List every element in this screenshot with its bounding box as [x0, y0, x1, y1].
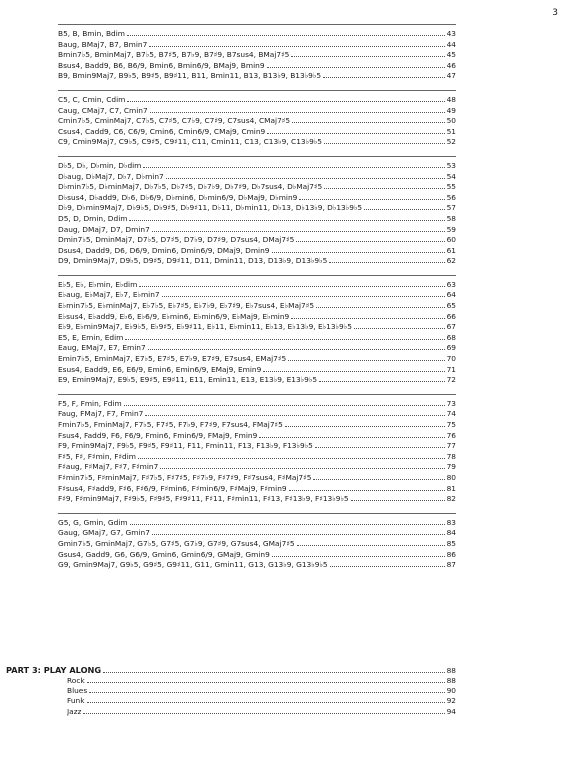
- toc-entry-label: Gaug, GMaj7, G7, Gmin7: [58, 528, 150, 538]
- toc-entry-page: 43: [446, 29, 456, 38]
- dot-leader: [267, 132, 444, 134]
- dot-leader: [103, 671, 444, 673]
- toc-entry-page: 75: [446, 420, 456, 429]
- toc-entry-page: 87: [446, 560, 456, 570]
- toc-entry[interactable]: [58, 375, 456, 386]
- part-3-item-page: 94: [446, 706, 456, 716]
- dot-leader: [89, 691, 444, 693]
- toc-entry-label: Fsus4, Fadd9, F6, F6/9, Fmin6, Fmin6/9, FMaj9, Fmin9: [58, 430, 258, 440]
- toc-entry-label: Gsus4, Gadd9, G6, G6/9, Gmin6, Gmin6/9, GMaj9, Gmin9: [58, 549, 270, 559]
- toc-entry-page: 77: [446, 441, 456, 451]
- dot-leader: [324, 187, 444, 189]
- dot-leader: [150, 111, 445, 113]
- toc-entry-label: F♯min7♭5, F♯minMaj7, F♯7♭5, F♯7♯5, F♯7♭9, F♯7♯9, F♯7sus4, F♯Maj7♯5: [58, 472, 312, 482]
- dot-leader: [288, 359, 444, 361]
- dot-leader: [272, 555, 445, 557]
- toc-entry[interactable]: [58, 550, 456, 561]
- toc-entry[interactable]: [58, 494, 456, 505]
- toc-entry-page: 48: [446, 94, 456, 104]
- dot-leader: [259, 436, 444, 438]
- toc-entry-label: Csus4, Cadd9, C6, C6/9, Cmin6, Cmin6/9, CMaj9, Cmin9: [58, 126, 266, 136]
- toc-entry[interactable]: [58, 172, 456, 183]
- toc-entry-label: F9, Fmin9Maj7, F9♭5, F9♯5, F9♯11, F11, Fmin11, F13, F13♭9, F13♭9♭5: [58, 441, 313, 451]
- toc-entry[interactable]: [58, 280, 456, 291]
- dot-leader: [313, 478, 444, 480]
- toc-entry[interactable]: [58, 518, 456, 529]
- toc-entry-label: E♭5, E♭, E♭min, E♭dim: [58, 279, 138, 289]
- toc-entry[interactable]: [58, 203, 456, 214]
- toc-entry-label: Dmin7♭5, DminMaj7, D7♭5, D7♯5, D7♭9, D7♯9, D7sus4, DMaj7♯5: [58, 235, 295, 245]
- toc-entry[interactable]: [58, 29, 456, 40]
- toc-entry-label: B5, B, Bmin, Bdim: [58, 29, 125, 38]
- dot-leader: [267, 66, 445, 68]
- part-3-item[interactable]: [67, 676, 456, 686]
- dot-leader: [129, 219, 444, 221]
- toc-entry[interactable]: [58, 399, 456, 410]
- toc-entry[interactable]: [58, 246, 456, 257]
- toc-entry-page: 44: [446, 39, 456, 49]
- toc-entry[interactable]: [58, 137, 456, 148]
- toc-entry[interactable]: [58, 409, 456, 420]
- toc-entry-page: 47: [446, 71, 456, 81]
- toc-entry-page: 46: [446, 60, 456, 70]
- toc-entry-label: E9, Emin9Maj7, E9♭5, E9♯5, E9♯11, E11, Emin11, E13, E13♭9, E13♭9♭5: [58, 375, 318, 385]
- toc-entry[interactable]: [58, 354, 456, 365]
- dot-leader: [166, 177, 445, 179]
- toc-entry-page: 72: [446, 375, 456, 385]
- toc-entry-page: 65: [446, 301, 456, 311]
- dot-leader: [87, 701, 445, 703]
- toc-entry-page: 57: [446, 203, 456, 213]
- dot-leader: [316, 306, 445, 308]
- toc-entry-label: Emin7♭5, EminMaj7, E7♭5, E7♯5, E7♭9, E7♯9, E7sus4, EMaj7♯5: [58, 354, 287, 364]
- toc-chord-list: [58, 24, 456, 579]
- toc-entry-label: F♯5, F♯, F♯min, F♯dim: [58, 451, 136, 461]
- toc-entry-label: F♯sus4, F♯add9, F♯6, F♯6/9, F♯min6, F♯min6/9, F♯Maj9, F♯min9: [58, 483, 287, 493]
- toc-entry[interactable]: [58, 333, 456, 344]
- part-3-item[interactable]: [67, 686, 456, 696]
- toc-entry[interactable]: [58, 182, 456, 193]
- toc-entry-page: 83: [446, 517, 456, 527]
- part-3-item-label: Blues: [67, 686, 88, 696]
- toc-entry[interactable]: [58, 431, 456, 442]
- toc-entry-label: E♭aug, E♭Maj7, E♭7, E♭min7: [58, 290, 160, 300]
- toc-group: [58, 275, 456, 386]
- toc-entry-page: 58: [446, 213, 456, 223]
- toc-entry[interactable]: [58, 365, 456, 376]
- part-3-item[interactable]: [67, 696, 456, 706]
- dot-leader: [130, 523, 445, 525]
- dot-leader: [297, 544, 445, 546]
- toc-entry[interactable]: [58, 484, 456, 495]
- toc-entry-label: G9, Gmin9Maj7, G9♭5, G9♯5, G9♯11, G11, Gmin11, G13, G13♭9, G13♭9♭5: [58, 560, 328, 570]
- toc-entry-page: 61: [446, 245, 456, 255]
- toc-entry-label: Baug, BMaj7, B7, Bmin7: [58, 39, 148, 49]
- toc-entry[interactable]: [58, 528, 456, 539]
- toc-entry[interactable]: [58, 127, 456, 138]
- part-3-title: PART 3: PLAY ALONG: [6, 665, 102, 675]
- toc-entry[interactable]: [58, 193, 456, 204]
- dot-leader: [330, 565, 445, 567]
- dot-leader: [160, 467, 444, 469]
- part-3-item-label: Jazz: [67, 706, 82, 716]
- toc-entry-label: Caug, CMaj7, C7, Cmin7: [58, 105, 148, 115]
- toc-entry-page: 73: [446, 398, 456, 408]
- dot-leader: [83, 712, 444, 714]
- dot-leader: [351, 499, 445, 501]
- toc-entry-page: 59: [446, 224, 456, 234]
- toc-entry-label: Gmin7♭5, GminMaj7, G7♭5, G7♯5, G7♭9, G7♯9, G7sus4, GMaj7♯5: [58, 538, 295, 548]
- dot-leader: [323, 76, 445, 78]
- toc-entry-label: Faug, FMaj7, F7, Fmin7: [58, 409, 144, 419]
- toc-entry-label: D5, D, Dmin, Ddim: [58, 213, 128, 223]
- toc-entry-page: 66: [446, 311, 456, 321]
- dot-leader: [145, 414, 444, 416]
- part-3-items: [6, 676, 456, 717]
- dot-leader: [354, 327, 445, 329]
- dot-leader: [143, 166, 444, 168]
- toc-entry[interactable]: [58, 462, 456, 473]
- toc-entry[interactable]: [58, 441, 456, 452]
- toc-entry-page: 52: [446, 137, 456, 147]
- toc-entry-label: C5, C, Cmin, Cdim: [58, 94, 126, 104]
- toc-entry-page: 71: [446, 364, 456, 374]
- dot-leader: [272, 251, 445, 253]
- toc-entry-label: Bmin7♭5, BminMaj7, B7♭5, B7♯5, B7♭9, B7♯9, B7sus4, BMaj7♯5: [58, 50, 290, 60]
- toc-entry[interactable]: [58, 95, 456, 106]
- toc-entry-label: Dsus4, Dadd9, D6, D6/9, Dmin6, Dmin6/9, DMaj9, Dmin9: [58, 245, 270, 255]
- toc-entry-page: 85: [446, 538, 456, 548]
- toc-entry-page: 63: [446, 279, 456, 289]
- toc-entry-label: Daug, DMaj7, D7, Dmin7: [58, 224, 150, 234]
- dot-leader: [299, 198, 444, 200]
- toc-entry-page: 49: [446, 105, 456, 115]
- toc-entry-label: E5, E, Emin, Edim: [58, 332, 124, 342]
- toc-entry[interactable]: [58, 301, 456, 312]
- toc-entry-label: D9, Dmin9Maj7, D9♭5, D9♯5, D9♯11, D11, Dmin11, D13, D13♭9, D13♭9♭5: [58, 256, 328, 266]
- dot-leader: [152, 230, 445, 232]
- toc-entry-page: 69: [446, 343, 456, 353]
- toc-group: [58, 24, 456, 82]
- toc-group: [58, 394, 456, 505]
- toc-entry-page: 62: [446, 256, 456, 266]
- toc-entry-label: D♭min7♭5, D♭minMaj7, D♭7♭5, D♭7♯5, D♭7♭9, D♭7♯9, D♭7sus4, D♭Maj7♯5: [58, 182, 323, 192]
- toc-entry-page: 74: [446, 409, 456, 419]
- dot-leader: [285, 425, 445, 427]
- toc-entry-label: Fmin7♭5, FminMaj7, F7♭5, F7♯5, F7♭9, F7♯9, F7sus4, FMaj7♯5: [58, 420, 283, 429]
- toc-entry-page: 68: [446, 332, 456, 342]
- toc-entry-page: 70: [446, 354, 456, 364]
- part-3-item-page: 92: [446, 696, 456, 706]
- toc-entry-label: D♭9, D♭min9Maj7, D♭9♭5, D♭9♯5, D♭9♯11, D♭11, D♭min11, D♭13, D♭13♭9, D♭13♭9♭5: [58, 203, 363, 213]
- dot-leader: [127, 100, 444, 102]
- toc-entry-label: D♭5, D♭, D♭min, D♭dim: [58, 160, 142, 170]
- toc-entry[interactable]: [58, 312, 456, 323]
- toc-entry[interactable]: [58, 322, 456, 333]
- toc-entry-label: F♯aug, F♯Maj7, F♯7, F♯min7: [58, 462, 159, 472]
- toc-entry[interactable]: [58, 61, 456, 72]
- part-3-item-page: 88: [446, 676, 456, 685]
- toc-entry-page: 53: [446, 160, 456, 170]
- dot-leader: [292, 121, 445, 123]
- toc-entry-label: Cmin7♭5, CminMaj7, C7♭5, C7♯5, C7♭9, C7♯9, C7sus4, CMaj7♯5: [58, 116, 291, 126]
- toc-entry[interactable]: [58, 343, 456, 354]
- toc-entry-page: 79: [446, 462, 456, 472]
- dot-leader: [291, 317, 444, 319]
- toc-entry[interactable]: [58, 539, 456, 550]
- dot-leader: [319, 380, 445, 382]
- toc-entry-page: 84: [446, 528, 456, 538]
- page-number: 3: [552, 8, 558, 18]
- dot-leader: [152, 533, 445, 535]
- toc-entry[interactable]: [58, 50, 456, 61]
- toc-entry[interactable]: [58, 106, 456, 117]
- dot-leader: [263, 370, 444, 372]
- dot-leader: [127, 34, 445, 36]
- part-3-item[interactable]: [67, 707, 456, 717]
- toc-entry-page: 51: [446, 126, 456, 136]
- toc-entry-label: Eaug, EMaj7, E7, Emin7: [58, 343, 146, 353]
- toc-entry-page: 55: [446, 182, 456, 192]
- dot-leader: [124, 404, 445, 406]
- toc-entry-page: 78: [446, 451, 456, 461]
- dot-leader: [87, 681, 445, 683]
- toc-entry[interactable]: [58, 420, 456, 431]
- toc-entry[interactable]: [58, 116, 456, 127]
- dot-leader: [296, 240, 444, 242]
- toc-group: [58, 513, 456, 571]
- part-3-section: [6, 665, 456, 717]
- toc-entry[interactable]: [58, 225, 456, 236]
- toc-group: [58, 90, 456, 148]
- dot-leader: [289, 489, 445, 491]
- toc-entry-page: 81: [446, 483, 456, 493]
- toc-entry-label: Bsus4, Badd9, B6, B6/9, Bmin6, Bmin6/9, BMaj9, Bmin9: [58, 60, 265, 70]
- dot-leader: [162, 295, 445, 297]
- toc-entry-page: 76: [446, 430, 456, 440]
- part-3-item-page: 90: [446, 686, 456, 696]
- toc-entry-label: D♭aug, D♭Maj7, D♭7, D♭min7: [58, 171, 164, 181]
- toc-entry[interactable]: [58, 290, 456, 301]
- part-3-item-label: Funk: [67, 696, 85, 706]
- toc-entry[interactable]: [58, 214, 456, 225]
- toc-entry[interactable]: [58, 473, 456, 484]
- dot-leader: [315, 446, 445, 448]
- toc-entry-label: D♭sus4, D♭add9, D♭6, D♭6/9, D♭min6, D♭min6/9, D♭Maj9, D♭min9: [58, 192, 298, 202]
- toc-entry-label: F♯9, F♯min9Maj7, F♯9♭5, F♯9♯5, F♯9♯11, F♯11, F♯min11, F♯13, F♯13♭9, F♯13♭9♭5: [58, 494, 349, 504]
- toc-entry-label: B9, Bmin9Maj7, B9♭5, B9♯5, B9♯11, B11, Bmin11, B13, B13♭9, B13♭9♭5: [58, 71, 322, 81]
- toc-entry-page: 82: [446, 494, 456, 504]
- toc-entry-label: E♭sus4, E♭add9, E♭6, E♭6/9, E♭min6, E♭min6/9, E♭Maj9, E♭min9: [58, 311, 290, 321]
- dot-leader: [291, 55, 444, 57]
- toc-entry-page: 67: [446, 322, 456, 332]
- part-3-item-label: Rock: [67, 676, 85, 685]
- toc-entry[interactable]: [58, 40, 456, 51]
- dot-leader: [138, 457, 445, 459]
- dot-leader: [139, 285, 444, 287]
- toc-entry[interactable]: [58, 256, 456, 267]
- toc-entry-page: 60: [446, 235, 456, 245]
- toc-entry-label: G5, G, Gmin, Gdim: [58, 517, 128, 527]
- toc-entry-label: C9, Cmin9Maj7, C9♭5, C9♯5, C9♯11, C11, Cmin11, C13, C13♭9, C13♭9♭5: [58, 137, 322, 147]
- toc-entry[interactable]: [58, 235, 456, 246]
- part-3-heading[interactable]: [6, 665, 456, 676]
- toc-entry-label: F5, F, Fmin, Fdim: [58, 398, 122, 408]
- toc-entry-page: 86: [446, 549, 456, 559]
- part-3-page: 88: [446, 666, 456, 675]
- toc-entry-page: 80: [446, 472, 456, 482]
- dot-leader: [149, 45, 444, 47]
- toc-entry[interactable]: [58, 452, 456, 463]
- toc-entry[interactable]: [58, 71, 456, 82]
- dot-leader: [329, 261, 444, 263]
- toc-entry-label: E♭9, E♭min9Maj7, E♭9♭5, E♭9♯5, E♭9♯11, E♭11, E♭min11, E♭13, E♭13♭9, E♭13♭9♭5: [58, 322, 352, 332]
- toc-entry-label: E♭min7♭5, E♭minMaj7, E♭7♭5, E♭7♯5, E♭7♭9, E♭7♯9, E♭7sus4, E♭Maj7♯5: [58, 301, 315, 311]
- toc-entry[interactable]: [58, 560, 456, 571]
- dot-leader: [148, 348, 445, 350]
- toc-entry-page: 64: [446, 290, 456, 300]
- toc-entry-label: Esus4, Eadd9, E6, E6/9, Emin6, Emin6/9, EMaj9, Emin9: [58, 364, 262, 374]
- toc-entry[interactable]: [58, 161, 456, 172]
- dot-leader: [324, 142, 445, 144]
- dot-leader: [125, 338, 444, 340]
- toc-entry-page: 50: [446, 116, 456, 126]
- toc-entry-page: 56: [446, 192, 456, 202]
- toc-entry-page: 45: [446, 50, 456, 60]
- toc-entry-page: 54: [446, 171, 456, 181]
- toc-group: [58, 156, 456, 267]
- dot-leader: [364, 208, 444, 210]
